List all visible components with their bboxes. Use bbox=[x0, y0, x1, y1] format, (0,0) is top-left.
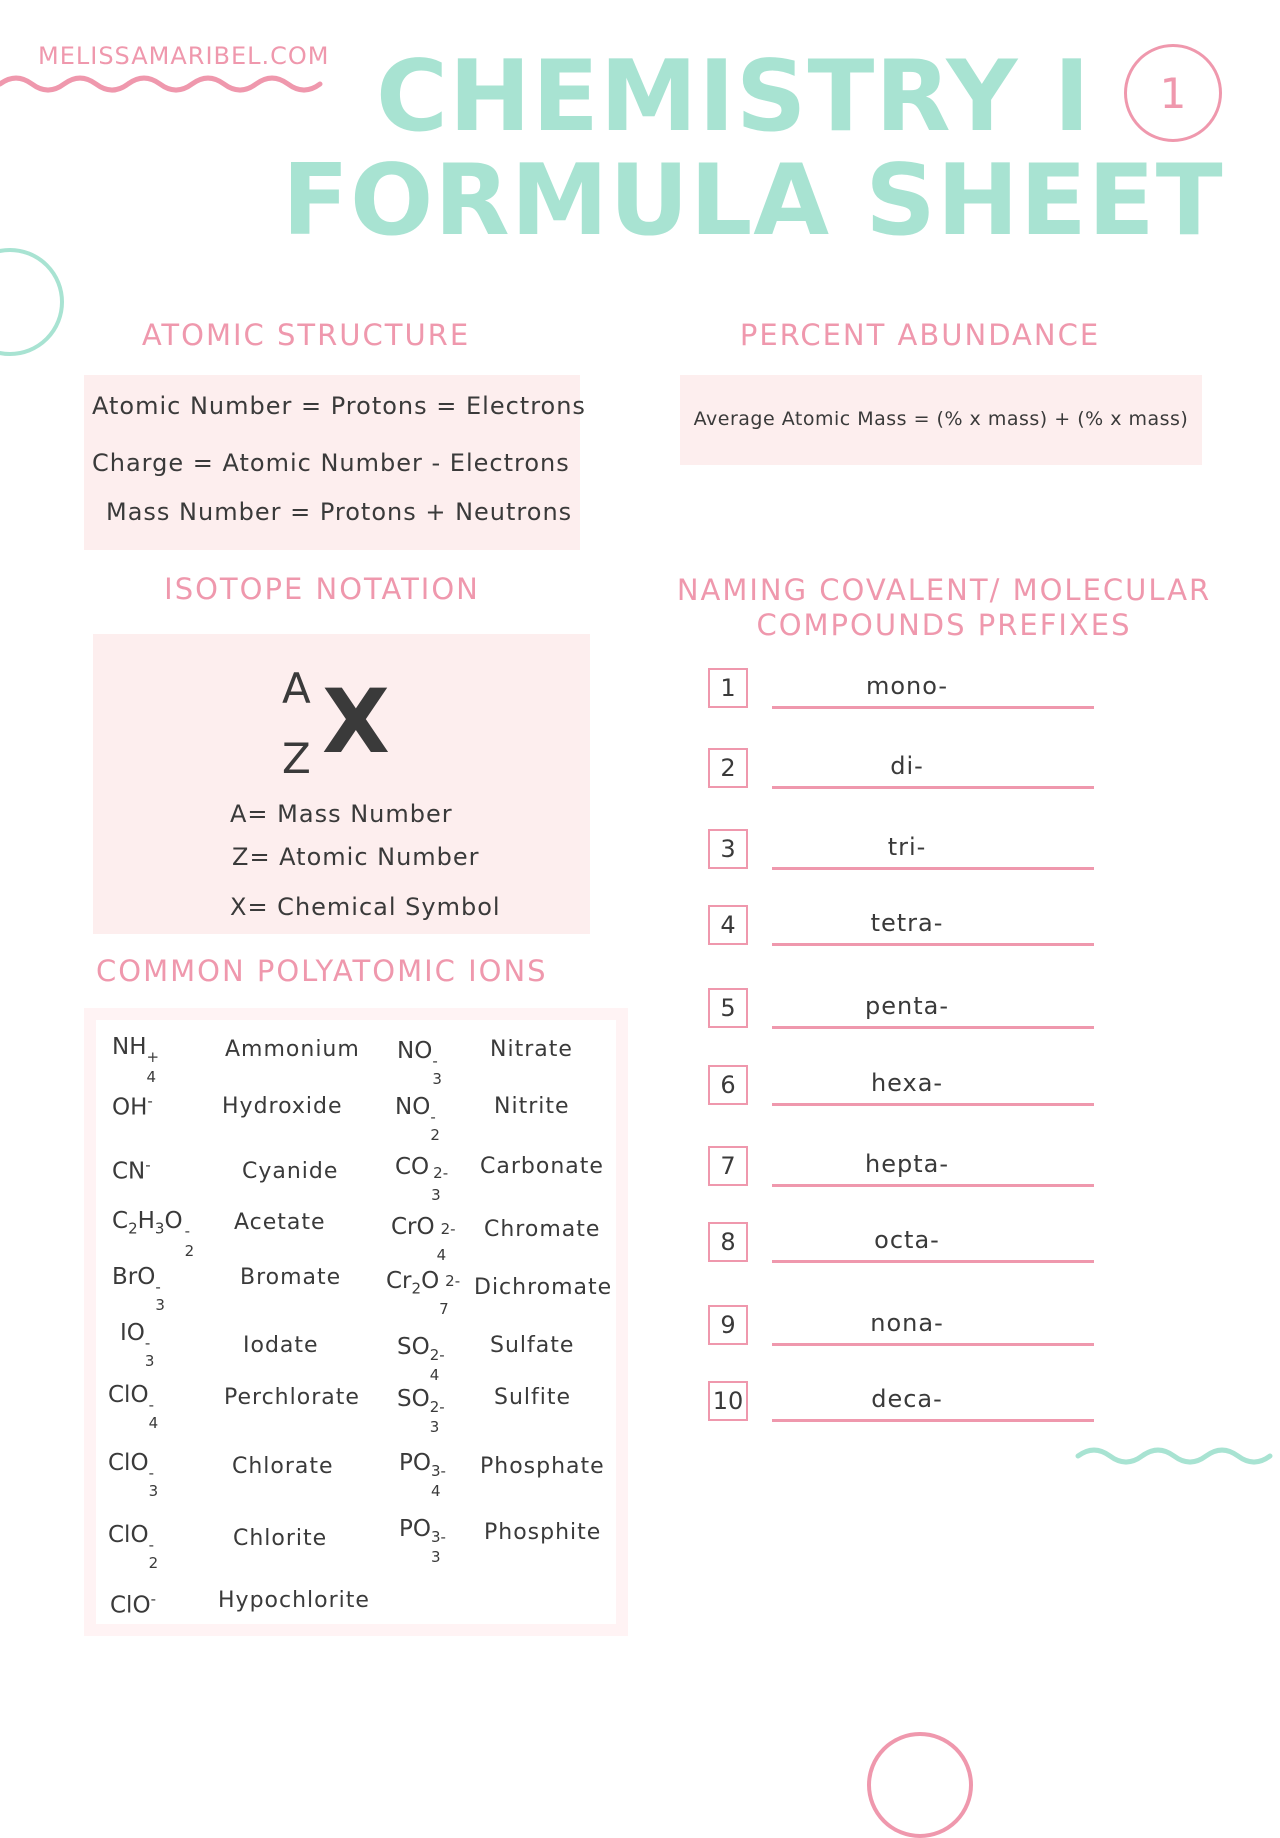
ion-subscript: 3 bbox=[154, 1219, 165, 1238]
ion-subscript: 7 bbox=[439, 1300, 449, 1318]
ion-charge: 2- bbox=[429, 1398, 445, 1416]
ion-formula-bromate bbox=[112, 1264, 167, 1314]
ion-name: Chlorite bbox=[233, 1526, 328, 1551]
ion-charge: 2- bbox=[429, 1346, 445, 1364]
ion-charge: - bbox=[155, 1278, 161, 1296]
ion-base: CO bbox=[395, 1154, 430, 1180]
ion-base: CrO bbox=[391, 1214, 435, 1240]
ion-formula-perchlorate bbox=[108, 1382, 161, 1432]
naming-prefixes-heading-line2: COMPOUNDS PREFIXES bbox=[756, 608, 1132, 642]
atomic-structure-line: Mass Number = Protons + Neutrons bbox=[106, 498, 573, 526]
ion-subscript: 3 bbox=[430, 1548, 441, 1566]
ion-name: Dichromate bbox=[474, 1275, 613, 1300]
ion-charge: - bbox=[147, 1092, 153, 1110]
ion-name: Cyanide bbox=[242, 1159, 339, 1184]
ion-subscript: 2 bbox=[148, 1554, 159, 1572]
prefix-underline bbox=[772, 1343, 1094, 1346]
ion-name: Sulfite bbox=[494, 1385, 572, 1410]
ion-base: O bbox=[421, 1268, 440, 1294]
prefix-number: 8 bbox=[720, 1228, 736, 1256]
ion-charge: - bbox=[150, 1590, 156, 1608]
ion-charge: - bbox=[430, 1108, 436, 1126]
prefix-label: tetra- bbox=[870, 909, 944, 937]
ion-formula-sulfate bbox=[397, 1334, 450, 1384]
prefix-number-box bbox=[708, 1146, 748, 1186]
ion-charge: - bbox=[145, 1156, 151, 1174]
prefix-number-box bbox=[708, 829, 748, 869]
ion-base: NO bbox=[397, 1038, 433, 1064]
isotope-legend-line: X= Chemical Symbol bbox=[230, 893, 501, 921]
ion-charge: - bbox=[148, 1464, 154, 1482]
prefix-underline bbox=[772, 943, 1094, 946]
prefix-label: deca- bbox=[871, 1385, 943, 1413]
prefix-number-box bbox=[708, 1065, 748, 1105]
page-title-line1: CHEMISTRY I bbox=[376, 40, 1091, 154]
ion-subscript: 3 bbox=[144, 1352, 155, 1370]
ion-formula-nitrate bbox=[397, 1038, 444, 1088]
isotope-legend-line: Z= Atomic Number bbox=[232, 843, 480, 871]
prefix-number-box bbox=[708, 905, 748, 945]
ion-formula-chlorate bbox=[108, 1450, 161, 1500]
ion-name: Perchlorate bbox=[224, 1385, 360, 1410]
ion-subscript: 2 bbox=[430, 1126, 440, 1144]
ion-subscript: 4 bbox=[148, 1414, 159, 1432]
ion-formula-iodate bbox=[120, 1320, 157, 1370]
ion-subscript: 2 bbox=[411, 1279, 422, 1298]
ion-formula-acetate bbox=[112, 1208, 195, 1260]
ion-base: H bbox=[137, 1208, 155, 1234]
ion-formula-dichromate bbox=[386, 1268, 461, 1318]
ion-subscript: 4 bbox=[436, 1246, 447, 1264]
ion-subscript: 3 bbox=[432, 1070, 442, 1088]
ion-charge: - bbox=[184, 1222, 190, 1240]
prefix-label: di- bbox=[890, 752, 924, 780]
mint-circle-decoration bbox=[0, 248, 64, 356]
ion-subscript: 3 bbox=[148, 1482, 159, 1500]
ion-formula-ammonium bbox=[112, 1034, 160, 1086]
atomic-structure-line: Charge = Atomic Number - Electrons bbox=[92, 449, 570, 477]
prefix-underline bbox=[772, 706, 1094, 709]
pink-circle-decoration bbox=[867, 1732, 973, 1838]
ion-subscript: 4 bbox=[429, 1366, 440, 1384]
prefix-underline bbox=[772, 1026, 1094, 1029]
ion-formula-cyanide bbox=[112, 1156, 151, 1185]
ion-formula-carbonate bbox=[395, 1154, 451, 1204]
prefix-number: 6 bbox=[720, 1071, 736, 1099]
ion-subscript: 4 bbox=[430, 1482, 441, 1500]
ion-base: Cr bbox=[386, 1268, 412, 1294]
prefix-number: 2 bbox=[720, 754, 736, 782]
ion-charge: 3- bbox=[430, 1528, 446, 1546]
ion-name: Acetate bbox=[234, 1210, 326, 1235]
atomic-structure-line: Atomic Number = Protons = Electrons bbox=[92, 392, 586, 420]
ion-base: ClO bbox=[108, 1450, 149, 1476]
ion-formula-chlorite bbox=[108, 1522, 161, 1572]
prefix-underline bbox=[772, 786, 1094, 789]
ion-base: PO bbox=[399, 1516, 431, 1542]
ion-formula-phosphate bbox=[399, 1450, 451, 1500]
ion-base: BrO bbox=[112, 1264, 156, 1290]
percent-abundance-heading: PERCENT ABUNDANCE bbox=[739, 318, 1101, 352]
prefix-number: 4 bbox=[720, 911, 736, 939]
polyatomic-ions-heading: COMMON POLYATOMIC IONS bbox=[96, 954, 548, 988]
prefix-label: tri- bbox=[887, 833, 927, 861]
prefix-underline bbox=[772, 1260, 1094, 1263]
ion-base: IO bbox=[120, 1320, 145, 1346]
percent-abundance-formula: Average Atomic Mass = (% x mass) + (% x mass) bbox=[693, 408, 1189, 430]
prefix-number-box bbox=[708, 1381, 748, 1421]
isotope-atomic-symbol: Z bbox=[282, 734, 311, 783]
ion-name: Bromate bbox=[240, 1265, 342, 1290]
isotope-notation-heading: ISOTOPE NOTATION bbox=[164, 572, 480, 606]
ion-name: Ammonium bbox=[225, 1037, 360, 1062]
ion-name: Phosphate bbox=[480, 1454, 605, 1479]
ion-base: ClO bbox=[108, 1382, 149, 1408]
ion-subscript: 3 bbox=[431, 1186, 441, 1204]
prefix-number-box bbox=[708, 748, 748, 788]
ion-base: CN bbox=[112, 1158, 146, 1185]
prefix-label: octa- bbox=[874, 1226, 940, 1254]
ion-charge: - bbox=[148, 1396, 154, 1414]
prefix-number-box bbox=[708, 988, 748, 1028]
prefix-number-box bbox=[708, 1305, 748, 1345]
ion-base: ClO bbox=[110, 1592, 151, 1619]
prefix-underline bbox=[772, 1184, 1094, 1187]
ion-name: Chlorate bbox=[232, 1454, 334, 1479]
ion-base: SO bbox=[397, 1386, 430, 1412]
page-title-line2: FORMULA SHEET bbox=[282, 144, 1224, 258]
prefix-label: mono- bbox=[865, 672, 949, 700]
prefix-label: nona- bbox=[870, 1309, 944, 1337]
isotope-element-symbol: X bbox=[322, 670, 390, 773]
ion-name: Chromate bbox=[484, 1217, 601, 1242]
site-url: MELISSAMARIBEL.COM bbox=[38, 42, 330, 70]
prefix-underline bbox=[772, 1103, 1094, 1106]
ion-subscript: 2 bbox=[128, 1219, 138, 1238]
ion-name: Iodate bbox=[243, 1333, 319, 1358]
prefix-number: 5 bbox=[720, 994, 736, 1022]
ion-charge: - bbox=[144, 1334, 151, 1352]
ion-charge: 2- bbox=[433, 1164, 449, 1182]
ion-name: Nitrite bbox=[494, 1094, 570, 1119]
ion-name: Hypochlorite bbox=[218, 1588, 370, 1613]
pink-wave-decoration bbox=[0, 72, 330, 96]
ion-base: C bbox=[112, 1208, 129, 1234]
prefix-number-box bbox=[708, 1222, 748, 1262]
prefix-label: hexa- bbox=[870, 1069, 944, 1097]
isotope-mass-symbol: A bbox=[282, 664, 311, 713]
ion-charge: 3- bbox=[430, 1462, 446, 1480]
page-number: 1 bbox=[1159, 68, 1187, 118]
prefix-label: hepta- bbox=[865, 1150, 949, 1178]
ion-charge: 2- bbox=[440, 1220, 456, 1238]
ion-formula-sulfite bbox=[397, 1386, 450, 1436]
ion-formula-phosphite bbox=[399, 1516, 451, 1566]
prefix-number: 10 bbox=[712, 1387, 744, 1415]
ion-formula-nitrite bbox=[395, 1094, 442, 1144]
ion-base: SO bbox=[397, 1334, 430, 1360]
naming-prefixes-heading-line1: NAMING COVALENT/ MOLECULAR bbox=[676, 573, 1212, 607]
ion-subscript: 4 bbox=[146, 1068, 157, 1086]
prefix-number: 7 bbox=[720, 1152, 736, 1180]
ion-base: NH bbox=[112, 1034, 147, 1060]
ion-charge: - bbox=[432, 1052, 438, 1070]
ion-base: O bbox=[164, 1208, 183, 1234]
prefix-label: penta- bbox=[865, 992, 949, 1020]
ion-charge: + bbox=[146, 1048, 160, 1066]
ion-subscript: 2 bbox=[184, 1242, 195, 1260]
isotope-legend-line: A= Mass Number bbox=[230, 800, 453, 828]
atomic-structure-heading: ATOMIC STRUCTURE bbox=[141, 318, 471, 352]
prefix-number-box bbox=[708, 668, 748, 708]
ion-formula-hypochlorite bbox=[110, 1590, 156, 1619]
ion-subscript: 3 bbox=[155, 1296, 165, 1314]
ion-base: NO bbox=[395, 1094, 431, 1120]
ion-subscript: 3 bbox=[429, 1418, 440, 1436]
ion-base: OH bbox=[112, 1094, 148, 1121]
ion-name: Nitrate bbox=[490, 1037, 573, 1062]
page-number-badge bbox=[1124, 44, 1222, 142]
ion-formula-hydroxide bbox=[112, 1092, 153, 1121]
prefix-underline bbox=[772, 1419, 1094, 1422]
ion-name: Phosphite bbox=[484, 1520, 602, 1545]
ion-name: Carbonate bbox=[480, 1154, 604, 1179]
prefix-underline bbox=[772, 867, 1094, 870]
prefix-number: 9 bbox=[720, 1311, 736, 1339]
ion-name: Sulfate bbox=[490, 1333, 575, 1358]
prefix-number: 1 bbox=[720, 674, 736, 702]
ion-formula-chromate bbox=[391, 1214, 457, 1264]
ion-charge: - bbox=[148, 1536, 154, 1554]
mint-wave-decoration bbox=[1074, 1442, 1280, 1470]
ion-base: PO bbox=[399, 1450, 431, 1476]
ion-name: Hydroxide bbox=[222, 1094, 343, 1119]
ion-charge: 2- bbox=[445, 1272, 461, 1290]
ion-base: ClO bbox=[108, 1522, 149, 1548]
prefix-number: 3 bbox=[720, 835, 736, 863]
